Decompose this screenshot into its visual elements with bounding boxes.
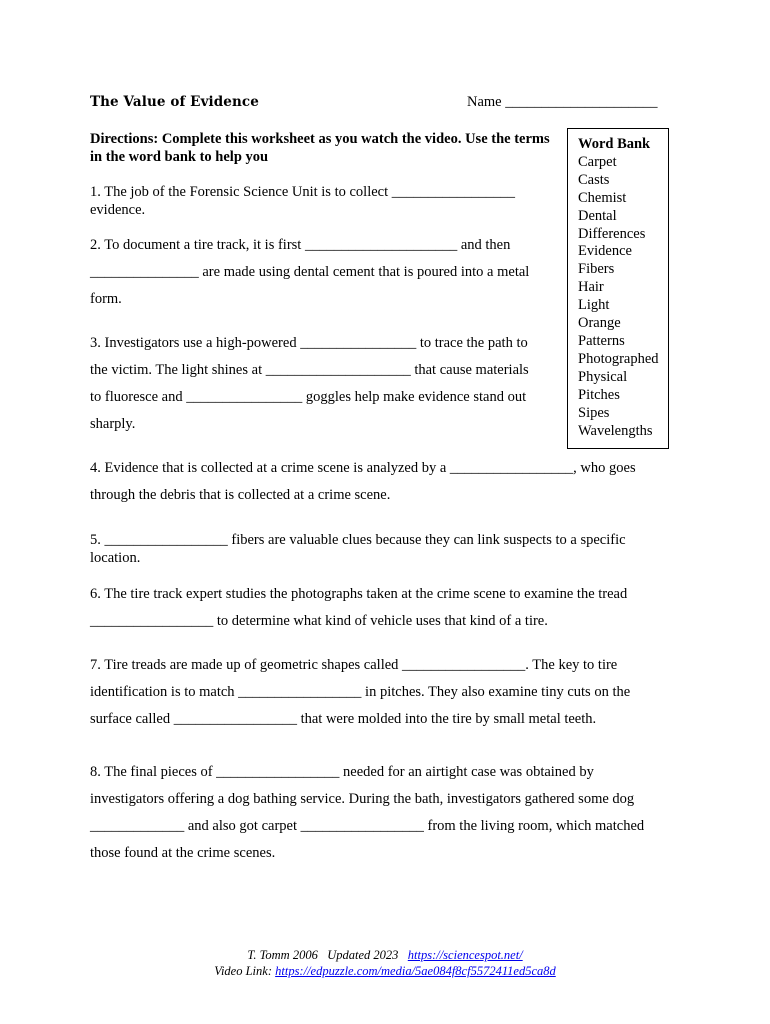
- question-5-line-1: 5. _________________ fibers are valuable clues because they can link suspects to a specific: [90, 532, 626, 548]
- question-3-line-3: to fluoresce and ________________ goggles help make evidence stand out: [90, 389, 527, 405]
- word-bank-item: Pitches: [578, 386, 620, 403]
- question-3-line-4: sharply.: [90, 416, 136, 432]
- question-4-line-1: 4. Evidence that is collected at a crime scene is analyzed by a _________________, who goes: [90, 460, 636, 476]
- footer-credit-line: [0, 947, 770, 963]
- word-bank-item: Orange: [578, 315, 621, 332]
- question-7-line-1: 7. Tire treads are made up of geometric shapes called _________________. The key to tire: [90, 657, 618, 673]
- sciencespot-link[interactable]: https://sciencespot.net/: [407, 948, 523, 962]
- question-3-line-2: the victim. The light shines at ____________________ that cause materials: [90, 362, 529, 378]
- question-2-line-3: form.: [90, 291, 122, 307]
- word-bank-item: Differences: [578, 225, 646, 242]
- name-field-label: Name _____________________: [467, 94, 658, 110]
- question-2-line-2: _______________ are made using dental cement that is poured into a metal: [90, 264, 530, 280]
- word-bank-item: Casts: [578, 171, 610, 188]
- word-bank-title: Word Bank: [578, 136, 651, 152]
- word-bank-box: [567, 128, 669, 449]
- word-bank-item: Dental: [578, 207, 617, 224]
- question-8-line-3: _____________ and also got carpet _________________ from the living room, which matched: [90, 818, 645, 834]
- word-bank-item: Chemist: [578, 189, 627, 206]
- question-7-line-3: surface called _________________ that were molded into the tire by small metal teeth.: [90, 711, 597, 727]
- question-4-line-2: through the debris that is collected at a crime scene.: [90, 487, 391, 503]
- word-bank-item: Photographed: [578, 350, 659, 367]
- directions-text: Directions: Complete this worksheet as you watch the video. Use the terms in the word bank to help you: [90, 131, 550, 165]
- question-1-line-1: 1. The job of the Forensic Science Unit is to collect _________________: [90, 184, 515, 200]
- question-3-line-1: 3. Investigators use a high-powered ________________ to trace the path to: [90, 335, 528, 351]
- video-link[interactable]: https://edpuzzle.com/media/5ae084f8cf5572411ed5ca8d: [275, 964, 556, 978]
- question-6-line-1: 6. The tire track expert studies the photographs taken at the crime scene to examine the tread: [90, 586, 628, 602]
- question-7-line-2: identification is to match _________________ in pitches. They also examine tiny cuts on the: [90, 684, 631, 700]
- word-bank-item: Wavelengths: [578, 422, 653, 439]
- word-bank-item: Evidence: [578, 243, 632, 260]
- word-bank-item: Hair: [578, 279, 604, 296]
- word-bank-item: Light: [578, 297, 610, 314]
- question-2-line-1: 2. To document a tire track, it is first _____________________ and then: [90, 237, 511, 253]
- footer-credit: T. Tomm 2006 Updated 2023: [247, 948, 408, 962]
- word-bank-item: Carpet: [578, 153, 617, 170]
- worksheet-title: The Value of Evidence: [90, 94, 259, 110]
- word-bank-item: Physical: [578, 368, 628, 385]
- question-8-line-4: those found at the crime scenes.: [90, 845, 276, 861]
- question-1-line-2: evidence.: [90, 202, 146, 218]
- video-link-label: Video Link:: [214, 964, 276, 978]
- word-bank-item: Patterns: [578, 332, 625, 349]
- footer-video-line: [0, 963, 770, 979]
- question-8-line-1: 8. The final pieces of _________________ needed for an airtight case was obtained by: [90, 764, 594, 780]
- word-bank-item: Fibers: [578, 261, 615, 278]
- question-8-line-2: investigators offering a dog bathing service. During the bath, investigators gathered some dog: [90, 791, 635, 807]
- question-5-line-2: location.: [90, 550, 141, 566]
- question-6-line-2: _________________ to determine what kind of vehicle uses that kind of a tire.: [90, 613, 548, 629]
- word-bank-item: Sipes: [578, 404, 610, 421]
